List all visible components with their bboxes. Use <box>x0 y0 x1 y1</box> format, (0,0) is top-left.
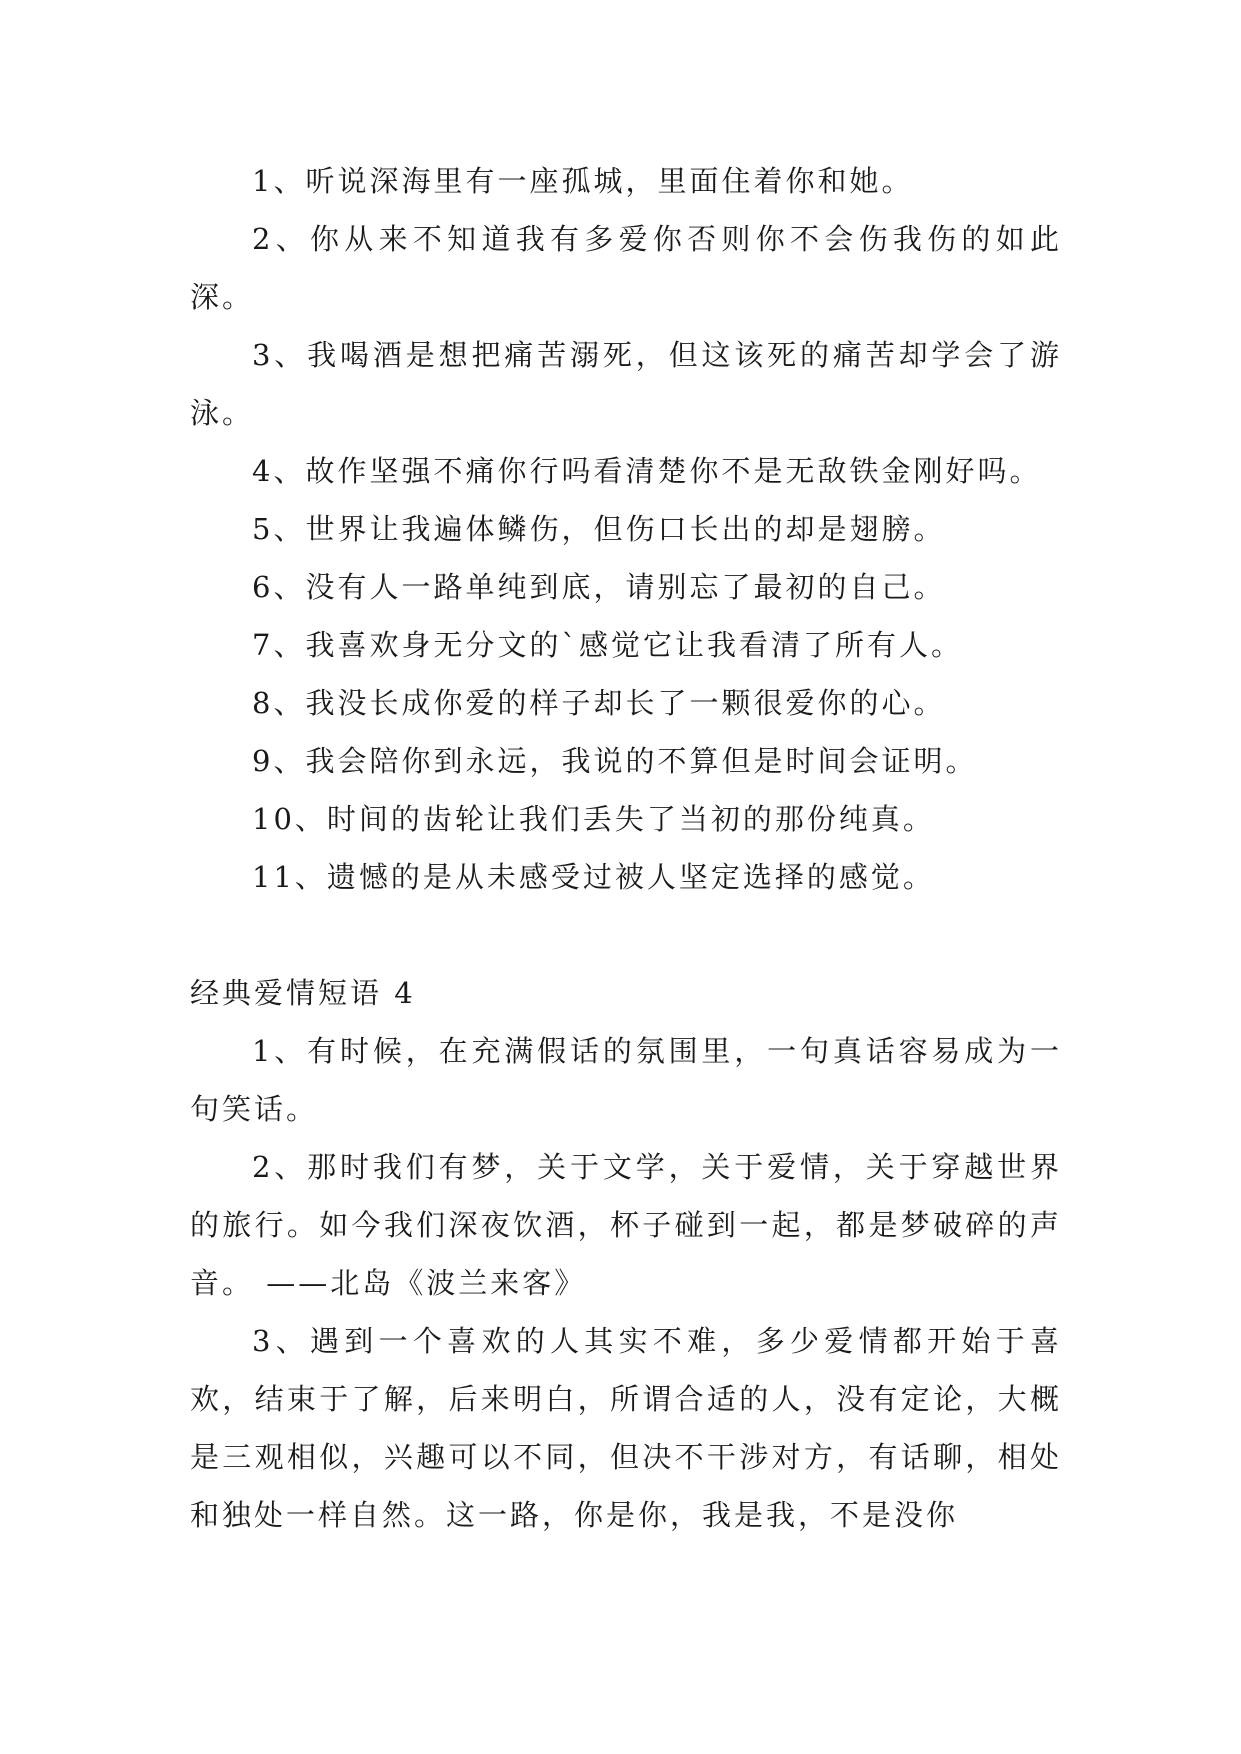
list-item: 5、世界让我遍体鳞伤，但伤口长出的却是翅膀。 <box>252 512 946 546</box>
list-item: 2、那时我们有梦，关于文学，关于爱情，关于穿越世界的旅行。如今我们深夜饮酒，杯子碰到一起，都是梦破碎的声音。 ——北岛《波兰来客》 <box>190 1150 1062 1300</box>
list-item: 3、遇到一个喜欢的人其实不难，多少爱情都开始于喜欢，结束于了解，后来明白，所谓合适的人，没有定论，大概是三观相似，兴趣可以不同，但决不干涉对方，有话聊，相处和独处一样自然。这一路，你是你，我是我，不是没你 <box>190 1324 1062 1532</box>
list-item: 6、没有人一路单纯到底，请别忘了最初的自己。 <box>252 570 946 604</box>
list-item: 9、我会陪你到永远，我说的不算但是时间会证明。 <box>252 744 978 778</box>
document-body <box>190 152 1062 1544</box>
list-item: 8、我没长成你爱的样子却长了一颗很爱你的心。 <box>252 686 946 720</box>
list-item: 10、时间的齿轮让我们丢失了当初的那份纯真。 <box>252 802 935 836</box>
section-heading: 经典爱情短语 4 <box>190 976 416 1010</box>
list-item: 3、我喝酒是想把痛苦溺死，但这该死的痛苦却学会了游泳。 <box>190 338 1062 430</box>
list-item: 7、我喜欢身无分文的`感觉它让我看清了所有人。 <box>252 628 963 662</box>
list-item: 11、遗憾的是从未感受过被人坚定选择的感觉。 <box>252 860 935 894</box>
list-item: 2、你从来不知道我有多爱你否则你不会伤我伤的如此深。 <box>190 222 1062 314</box>
list-item: 1、有时候，在充满假话的氛围里，一句真话容易成为一句笑话。 <box>190 1034 1062 1126</box>
list-item: 1、听说深海里有一座孤城，里面住着你和她。 <box>252 164 914 198</box>
list-item: 4、故作坚强不痛你行吗看清楚你不是无敌铁金刚好吗。 <box>252 454 1042 488</box>
section-gap <box>190 906 1062 964</box>
